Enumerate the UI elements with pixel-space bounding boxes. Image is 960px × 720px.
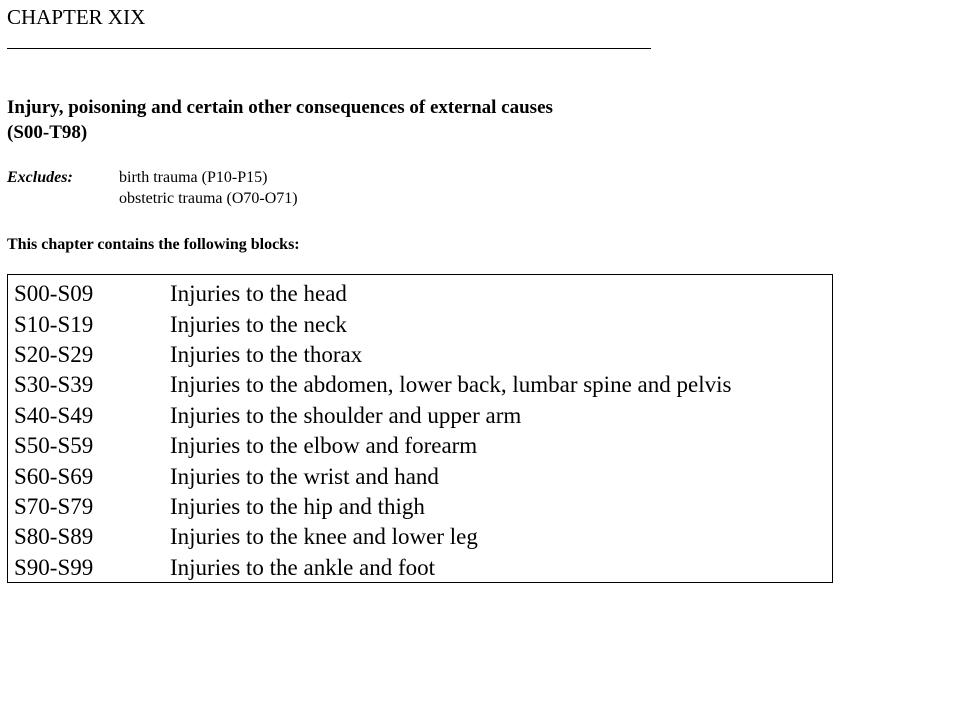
block-code: S70-S79 (14, 493, 94, 519)
block-row (8, 340, 832, 370)
block-row (8, 553, 832, 583)
block-row (8, 492, 832, 522)
block-code: S60-S69 (14, 463, 94, 489)
block-description: Injuries to the wrist and hand (170, 463, 439, 489)
excludes-item: obstetric trauma (O70-O71) (119, 190, 298, 207)
chapter-title (7, 95, 553, 145)
block-description: Injuries to the thorax (170, 341, 363, 367)
excludes-item: birth trauma (P10-P15) (119, 169, 268, 186)
chapter-code-range: (S00-T98) (7, 122, 88, 143)
blocks-table (7, 274, 833, 583)
block-code: S50-S59 (14, 433, 94, 459)
block-row (8, 309, 832, 339)
block-code: S30-S39 (14, 372, 94, 398)
block-code: S90-S99 (14, 554, 94, 580)
block-row (8, 401, 832, 431)
block-description: Injuries to the shoulder and upper arm (170, 402, 522, 428)
block-row (8, 461, 832, 491)
block-row (8, 370, 832, 400)
block-row (8, 522, 832, 552)
block-code: S10-S19 (14, 311, 94, 337)
excludes-label: Excludes: (7, 169, 73, 186)
excludes-list (119, 167, 298, 209)
block-description: Injuries to the head (170, 281, 347, 307)
chapter-title-line: Injury, poisoning and certain other consequences of external causes (7, 97, 553, 118)
block-code: S40-S49 (14, 402, 94, 428)
blocks-intro: This chapter contains the following blocks: (7, 236, 300, 253)
block-code: S00-S09 (14, 281, 94, 307)
chapter-divider (7, 48, 651, 49)
block-code: S20-S29 (14, 341, 94, 367)
chapter-heading: CHAPTER XIX (7, 5, 146, 29)
block-row (8, 279, 832, 309)
block-description: Injuries to the abdomen, lower back, lumbar spine and pelvis (170, 372, 732, 398)
block-description: Injuries to the neck (170, 311, 347, 337)
block-description: Injuries to the ankle and foot (170, 554, 436, 580)
block-description: Injuries to the hip and thigh (170, 493, 425, 519)
block-row (8, 431, 832, 461)
block-code: S80-S89 (14, 524, 94, 550)
block-description: Injuries to the knee and lower leg (170, 524, 478, 550)
block-description: Injuries to the elbow and forearm (170, 433, 478, 459)
